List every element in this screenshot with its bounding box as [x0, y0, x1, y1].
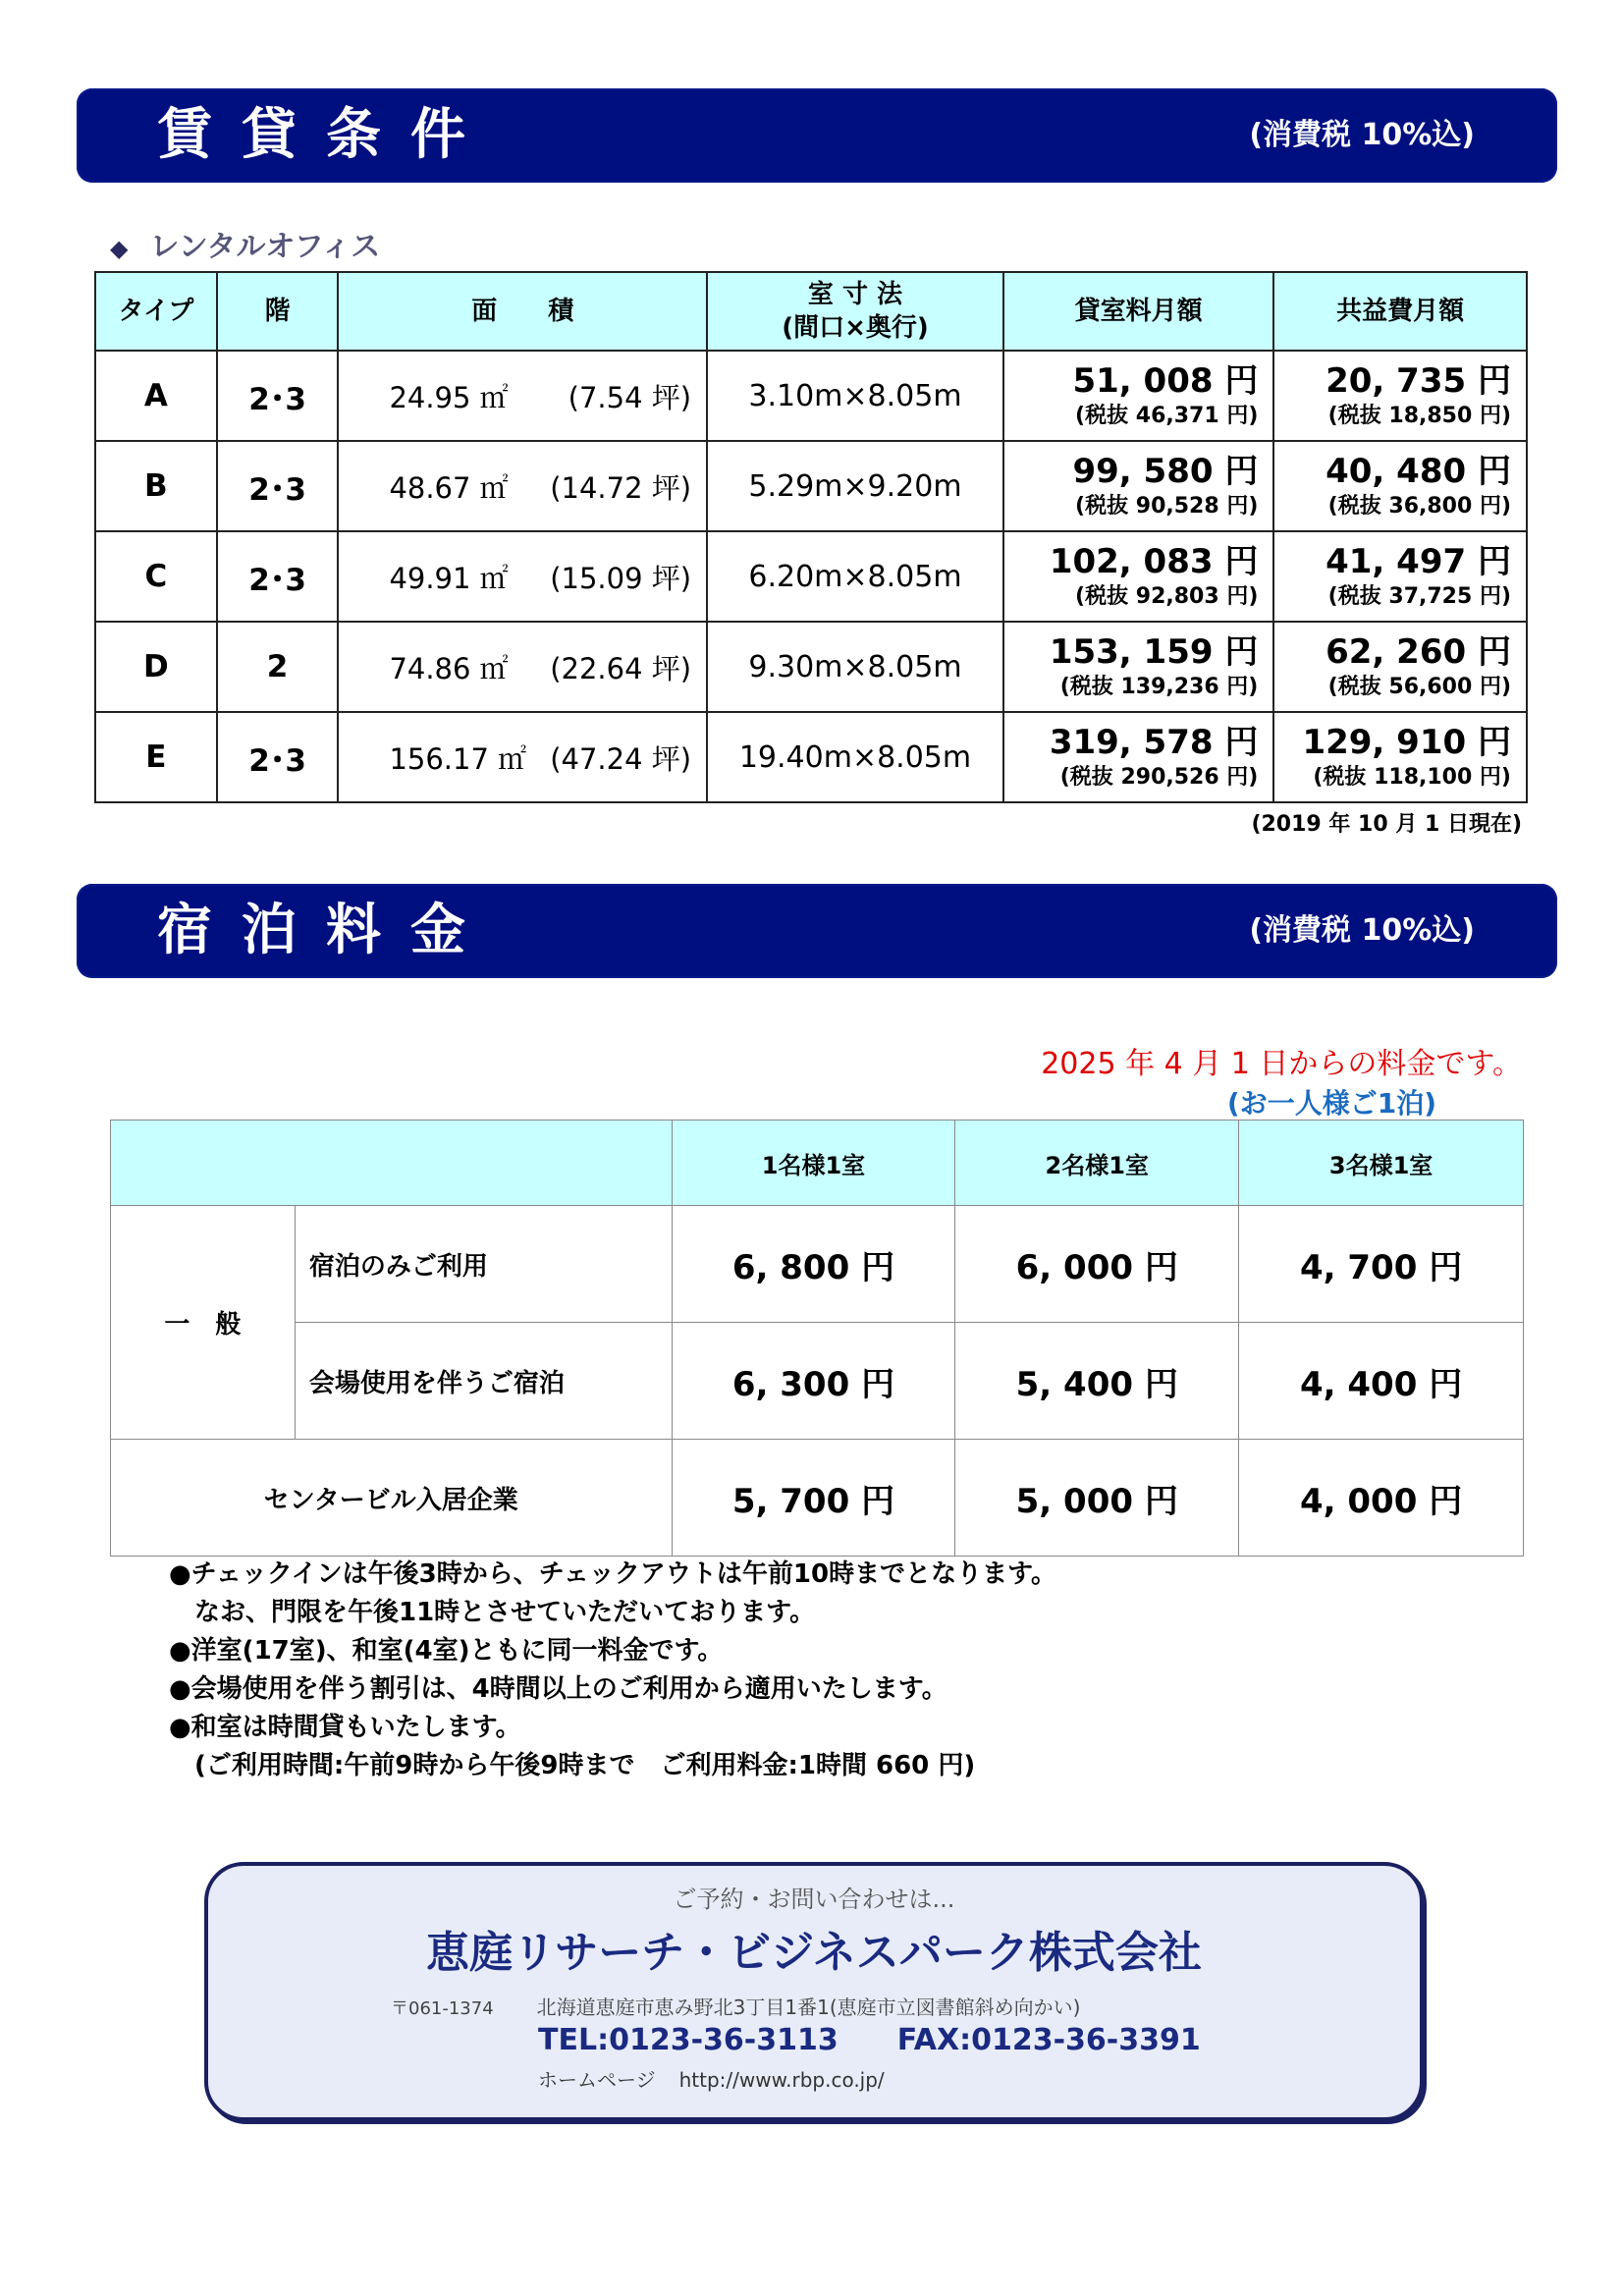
price-cell: 6, 000 円: [955, 1206, 1239, 1323]
price-cell: 5, 700 円: [672, 1440, 955, 1557]
type-cell: B: [95, 441, 217, 531]
rental-office-heading: [110, 222, 380, 265]
table-row: [95, 622, 1527, 712]
floor-cell: 2･3: [217, 351, 339, 441]
common-fee-cell: 20, 735 円 (税抜 18,850 円): [1273, 351, 1527, 441]
table-row: [111, 1440, 1524, 1557]
diamond-icon: ◆: [110, 235, 129, 262]
header-1-person: 1名様1室: [672, 1121, 955, 1206]
header-type: タイプ: [95, 272, 217, 351]
price-cell: 5, 000 円: [955, 1440, 1239, 1557]
price-cell: 4, 400 円: [1239, 1323, 1524, 1440]
homepage-line: [538, 2064, 908, 2093]
effective-date-note: 2025 年 4 月 1 日からの料金です。: [1041, 1047, 1522, 1081]
rent-cell: 51, 008 円 (税抜 46,371 円): [1003, 351, 1274, 441]
dimensions-cell: 3.10m×8.05m: [707, 351, 1003, 441]
header-dimensions: 室 寸 法 (間口×奥行): [707, 272, 1003, 351]
rent-cell: 102, 083 円 (税抜 92,803 円): [1003, 531, 1274, 622]
type-cell: D: [95, 622, 217, 712]
dimensions-cell: 6.20m×8.05m: [707, 531, 1003, 622]
stay-with-venue-label: 会場使用を伴うご宿泊: [295, 1323, 672, 1440]
common-fee-cell: 62, 260 円 (税抜 56,600 円): [1273, 622, 1527, 712]
rental-office-label: レンタルオフィス: [149, 230, 381, 264]
rental-table-header: [95, 272, 1527, 351]
price-cell: 4, 700 円: [1239, 1206, 1524, 1323]
general-label: 一 般: [111, 1206, 296, 1440]
table-row: [95, 531, 1527, 622]
table-row: [95, 351, 1527, 441]
accommodation-table: [110, 1120, 1524, 1557]
note-item: ●チェックインは午後3時から、チェックアウトは午前10時までとなります。: [169, 1559, 1057, 1589]
area-cell: 48.67 ㎡ (14.72 坪): [338, 441, 707, 531]
table-row: [111, 1206, 1524, 1323]
dimensions-cell: 5.29m×9.20m: [707, 441, 1003, 531]
dimensions-cell: 9.30m×8.05m: [707, 622, 1003, 712]
common-fee-cell: 129, 910 円 (税抜 118,100 円): [1273, 712, 1527, 802]
rent-cell: 99, 580 円 (税抜 90,528 円): [1003, 441, 1274, 531]
header-blank: [111, 1121, 673, 1206]
table-row: [95, 712, 1527, 802]
company-name: 恵庭リサーチ・ビジネスパーク株式会社: [426, 1928, 1202, 1978]
contact-box: [204, 1862, 1424, 2121]
type-cell: C: [95, 531, 217, 622]
tenant-label: センタービル入居企業: [111, 1440, 673, 1557]
tel-number[interactable]: TEL:0123-36-3113: [538, 2023, 839, 2057]
address-line: [391, 1992, 1080, 2020]
notes-list: [169, 1556, 1056, 1785]
note-item: なお、門限を午後11時とさせていただいております。: [169, 1598, 816, 1627]
homepage-label: ホームページ: [538, 2068, 656, 2092]
area-cell: 49.91 ㎡ (15.09 坪): [338, 531, 707, 622]
price-cell: 4, 000 円: [1239, 1440, 1524, 1557]
zip-code: 〒061-1374: [391, 1998, 494, 2019]
note-item: ●洋室(17室)、和室(4室)ともに同一料金です。: [169, 1636, 724, 1666]
common-fee-cell: 41, 497 円 (税抜 37,725 円): [1273, 531, 1527, 622]
floor-cell: 2･3: [217, 712, 339, 802]
floor-cell: 2: [217, 622, 339, 712]
fax-number: FAX:0123-36-3391: [896, 2023, 1201, 2057]
floor-cell: 2･3: [217, 441, 339, 531]
rental-conditions-banner: [77, 88, 1557, 183]
header-floor: 階: [217, 272, 339, 351]
rent-cell: 153, 159 円 (税抜 139,236 円): [1003, 622, 1274, 712]
accommodation-table-header: [111, 1121, 1524, 1206]
price-cell: 6, 800 円: [672, 1206, 955, 1323]
area-cell: 24.95 ㎡ (7.54 坪): [338, 351, 707, 441]
header-common: 共益費月額: [1273, 272, 1527, 351]
contact-intro: ご予約・お問い合わせは...: [673, 1886, 955, 1913]
common-fee-cell: 40, 480 円 (税抜 36,800 円): [1273, 441, 1527, 531]
note-item: ●和室は時間貸もいたします。: [169, 1713, 521, 1742]
table-row: [111, 1323, 1524, 1440]
type-cell: E: [95, 712, 217, 802]
header-2-persons: 2名様1室: [955, 1121, 1239, 1206]
header-area: 面 積: [338, 272, 707, 351]
price-cell: 6, 300 円: [672, 1323, 955, 1440]
table-row: [95, 441, 1527, 531]
rental-conditions-title: 賃貸条件: [157, 103, 495, 167]
price-cell: 5, 400 円: [955, 1323, 1239, 1440]
accommodation-tax-note: (消費税 10%込): [1249, 913, 1475, 948]
address: 北海道恵庭市恵み野北3丁目1番1(恵庭市立図書館斜め向かい): [536, 1995, 1081, 2019]
accommodation-fee-banner: [77, 884, 1557, 978]
dimensions-cell: 19.40m×8.05m: [707, 712, 1003, 802]
accommodation-fee-title: 宿泊料金: [157, 899, 495, 962]
per-person-note: (お一人様ご1泊): [1226, 1087, 1436, 1120]
header-3-persons: 3名様1室: [1239, 1121, 1524, 1206]
homepage-link[interactable]: http://www.rbp.co.jp/: [678, 2068, 885, 2092]
area-cell: 74.86 ㎡ (22.64 坪): [338, 622, 707, 712]
note-item: ●会場使用を伴う割引は、4時間以上のご利用から適用いたします。: [169, 1674, 947, 1704]
note-item: (ご利用時間:午前9時から午後9時まで ご利用料金:1時間 660 円): [169, 1751, 976, 1780]
area-cell: 156.17 ㎡ (47.24 坪): [338, 712, 707, 802]
type-cell: A: [95, 351, 217, 441]
floor-cell: 2･3: [217, 531, 339, 622]
rental-tax-note: (消費税 10%込): [1249, 118, 1475, 152]
phone-line: [538, 2023, 1260, 2057]
rent-cell: 319, 578 円 (税抜 290,526 円): [1003, 712, 1274, 802]
rental-table: [94, 271, 1528, 803]
header-rent: 貸室料月額: [1003, 272, 1274, 351]
as-of-date: (2019 年 10 月 1 日現在): [1251, 812, 1522, 837]
stay-only-label: 宿泊のみご利用: [295, 1206, 672, 1323]
